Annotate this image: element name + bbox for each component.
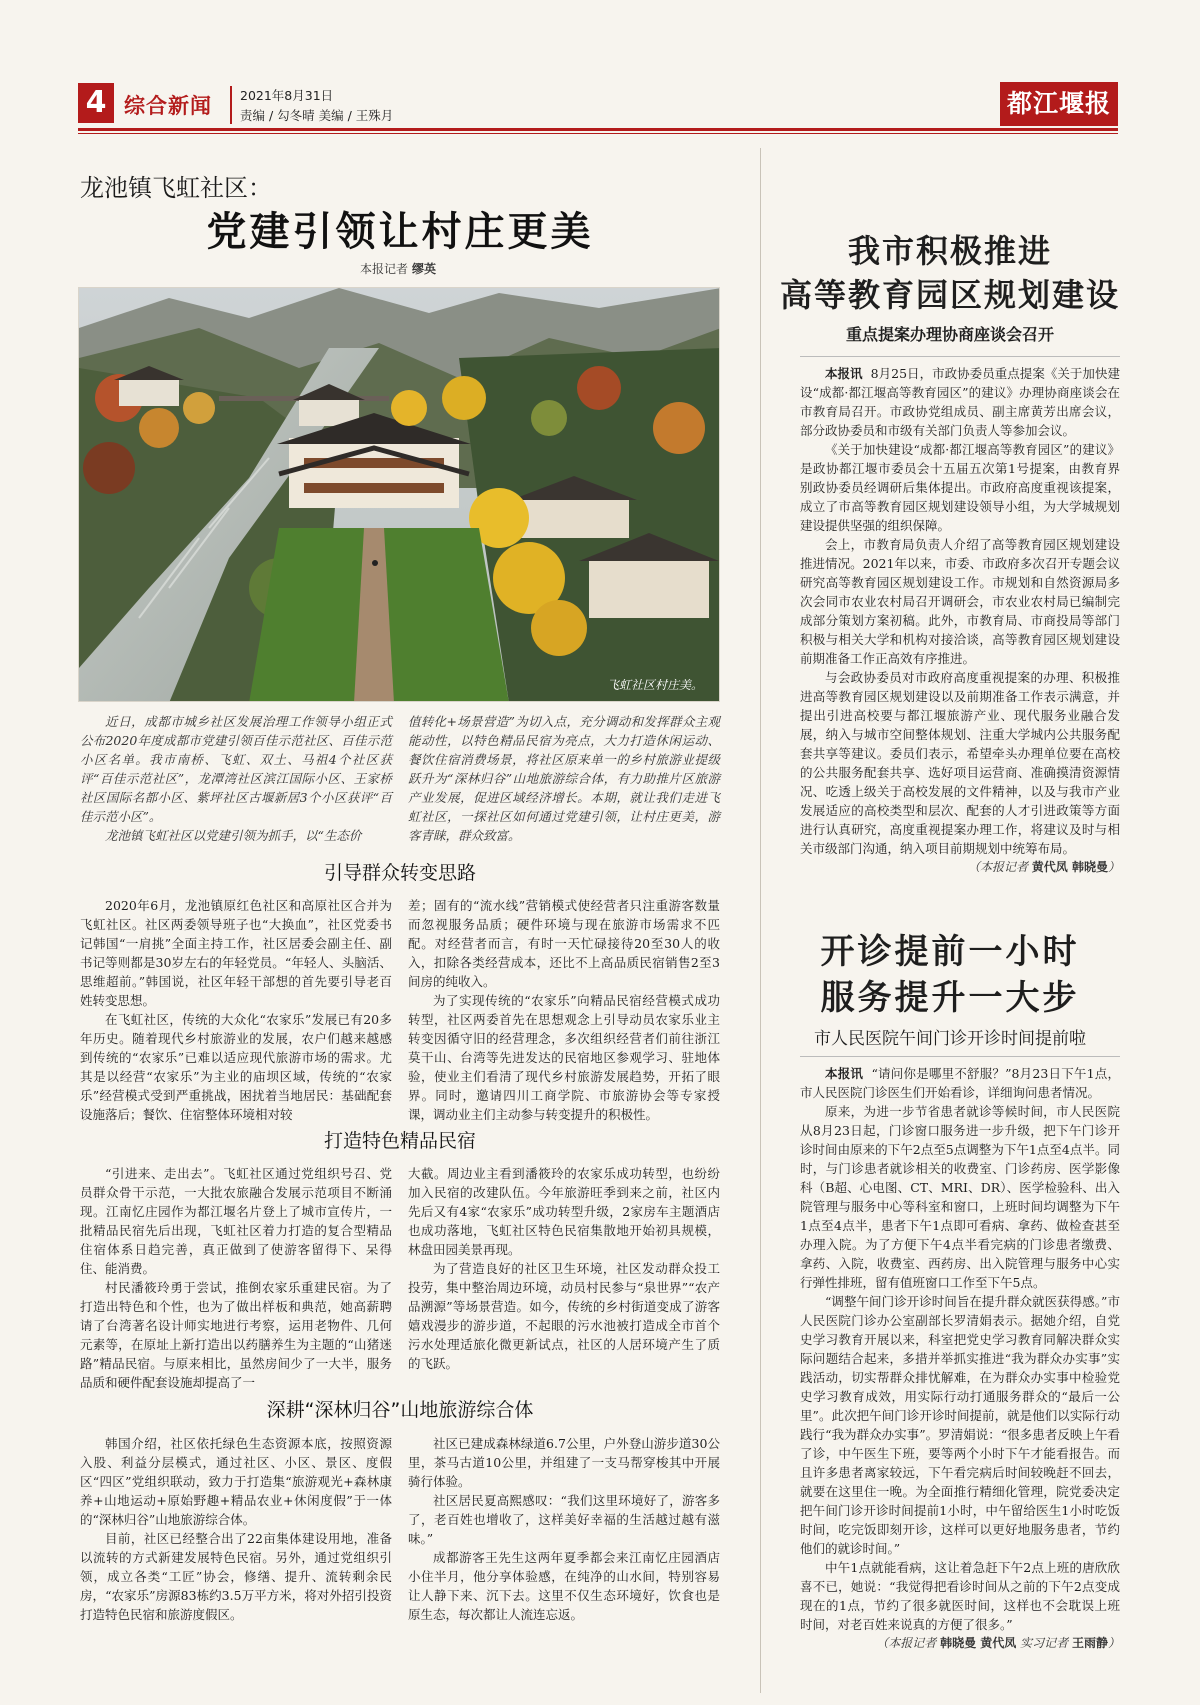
- body-paragraph: 《关于加快建设“成都·都江堰高等教育园区”的建议》是政协都江堰市委员会十五届五次第1号提案，由教育界别政协委员经调研后集体提出。市政府高度重视该提案，成立了市高等教育园区规划建设领导小组，为大学城规划建设提供坚强的组织保障。: [800, 442, 1120, 533]
- body-paragraph: 与会政协委员对市政府高度重视提案的办理、积极推进高等教育园区规划建设以及前期准备工作表示满意，并提出引进高校要与都江堰旅游产业、现代服务业融合发展，纳入与城市空间整体规划、注重大学城内公共服务配套共享等建议。委员们表示，希望牵头办理单位要在高校的公共服务配套共享、选好项目运营商、准确摸清资源情况、吃透上级关于高校发展的文件精神，以及与我市产业发展适应的高校类型和层次、配套的人才引进政策等方面进行认真研究，高度重视提案办理工作，将建议及时与相关市级部门沟通，纳入项目前期规划中统筹布局。: [800, 670, 1120, 856]
- body-paragraph: 8月25日，市政协委员重点提案《关于加快建设“成都·都江堰高等教育园区”的建议》办理协商座谈会在市教育局召开。市政协党组成员、副主席黄芳出席会议，部分政协委员和市级有关部门负责人等参加会议。: [800, 366, 1120, 438]
- sign-prefix: （本报记者: [876, 1636, 937, 1650]
- sign-names: 韩晓曼 黄代凤: [940, 1636, 1017, 1650]
- body-paragraph: 会上，市教育局负责人介绍了高等教育园区规划建设推进情况。2021年以来，市委、市政府多次召开专题会议研究高等教育园区规划建设工作。市规划和自然资源局多次会同市农业农村局召开调研会，市农业农村局已编制完成部分策划方案初稿。此外，市教育局、市商投局等部门积极与相关大学和机构对接洽谈，高等教育园区规划建设前期准备工作正高效有序推进。: [800, 537, 1120, 666]
- right-article2-body: [800, 1064, 1120, 1653]
- body-paragraph: 社区已建成森林绿道6.7公里，户外登山游步道30公里，茶马古道10公里，并组建了一支马帮穿梭其中开展骑行体验。: [408, 1436, 720, 1489]
- section1-column-2: [408, 896, 720, 1124]
- body-paragraph: 中午1点就能看病，这让着急赶下午2点上班的唐欣欣喜不已，她说：“我觉得把看诊时间从之前的下午2点变成现在的1点，节约了很多就医时间，这样也不会耽误上班时间，对老百姓来说真的方便了很多。”: [800, 1560, 1120, 1632]
- body-paragraph: 成都游客王先生这两年夏季都会来江南忆庄园酒店小住半月，他分享体验感，在纯净的山水间，特别容易让人静下来、沉下去。这里不仅生态环境好，饮食也是原生态，每次都让人流连忘返。: [408, 1550, 720, 1622]
- header-divider: [230, 86, 232, 124]
- body-paragraph: 2020年6月，龙池镇原红色社区和高原社区合并为飞虹社区。社区两委领导班子也“大换血”，社区党委书记韩国“一肩挑”全面主持工作，社区居委会副主任、副书记等则都是30岁左右的年轻党员。“年轻人、头脑活、思维超前。”韩国说，社区年轻干部想的首先要引导老百姓转变思想。: [80, 898, 392, 1008]
- article-title: 党建引领让村庄更美: [206, 208, 594, 255]
- sign-suffix: ）: [1107, 860, 1120, 874]
- section2-column-2: [408, 1164, 720, 1373]
- village-photo: [78, 287, 720, 702]
- body-paragraph: 韩国介绍，社区依托绿色生态资源本底，按照资源入股、利益分层模式，通过社区、小区、景区、度假区“四区”党组织联动，致力于打造集“旅游观光+森林康养+山地运动+原始野趣+精品农业+休闲度假”于一体的“深林归谷”山地旅游综合体。: [80, 1436, 392, 1527]
- lead-label: 本报讯: [825, 366, 863, 381]
- newspaper-logo: 都江堰报: [1000, 82, 1118, 126]
- section-heading-3: 深耕“深林归谷”山地旅游综合体: [266, 1399, 534, 1421]
- article-byline: [360, 260, 436, 277]
- column-divider: [760, 148, 761, 1693]
- sign-role: 实习记者: [1020, 1636, 1069, 1650]
- lead-label: 本报讯: [825, 1066, 864, 1081]
- right-article1-title-line2: 高等教育园区规划建设: [779, 276, 1120, 314]
- issue-date: 2021年8月31日: [240, 88, 334, 103]
- article1-signature: [800, 858, 1120, 877]
- section2-column-1: [80, 1164, 392, 1392]
- body-paragraph: “引进来、走出去”。飞虹社区通过党组织号召、党员群众骨干示范，一大批农旅融合发展示范项目不断涌现。江南忆庄园作为都江堰名片登上了城市宣传片，一批精品民宿先后出现，飞虹社区着力打造的复合型精品住宿体系日趋完善，真正做到了使游客留得下、呆得住、能消费。: [80, 1166, 392, 1276]
- body-paragraph: “调整午间门诊开诊时间旨在提升群众就医获得感。”市人民医院门诊办公室副部长罗清娟表示。据她介绍，自党史学习教育开展以来，科室把党史学习教育同解决群众实际问题结合起来，多措并举抓实推进“我为群众办实事”实践活动，切实帮群众排忧解难，在为群众办实事中检验党史学习教育成效，用实际行动打通服务群众的“最后一公里”。此次把午间门诊开诊时间提前，就是他们以实际行动践行“我为群众办实事”。罗清娟说：“很多患者反映上午看了诊，中午医生下班，要等两个小时下午才能看报告。而且许多患者离家较远，下午看完病后时间较晚赶不回去，就要在这里住一晚。为全面推行精细化管理，院党委决定把午间门诊开诊时间提前1小时，中午留给医生1小时吃饭时间，吃完饭即刻开诊，这样可以更好地服务患者，节约他们的就诊时间。”: [800, 1294, 1120, 1556]
- section3-column-1: [80, 1434, 392, 1624]
- body-paragraph: 在飞虹社区，传统的大众化“农家乐”发展已有20多年历史。随着现代乡村旅游业的发展，农户们越来越感到传统的“农家乐”已难以适应现代旅游市场的需求。尤其是以经营“农家乐”为主业的庙坝区域，传统的“农家乐”经营模式受到严重挑战，困扰着当地居民：基础配套设施落后；餐饮、住宿整体环境相对较: [80, 1012, 392, 1122]
- subtitle-rule: [800, 356, 1120, 357]
- right-article2-subtitle: 市人民医院午间门诊开诊时间提前啦: [814, 1029, 1086, 1049]
- section-heading-2: 打造特色精品民宿: [323, 1130, 476, 1152]
- byline-name: 缪英: [412, 262, 437, 276]
- body-paragraph: 村民潘筱玲勇于尝试，推倒农家乐重建民宿。为了打造出特色和个性，也为了做出样板和典范，她高薪聘请了台湾著名设计师实地进行考察，运用老物件、几何元素等，在原址上新打造出以药膳养生为主题的“山猪迷路”精品民宿。与原来相比，虽然房间少了一大半，服务品质和硬件配套设施却提高了一: [80, 1280, 392, 1390]
- byline-prefix: 本报记者: [360, 262, 409, 276]
- section1-column-1: [80, 896, 392, 1124]
- body-paragraph: 原来，为进一步节省患者就诊等候时间，市人民医院从8月23日起，门诊窗口服务进一步升级，把下午门诊开诊时间由原来的下午2点至5点调整为下午1点至4点半。同时，与门诊患者就诊相关的收费室、门诊药房、医学影像科（B超、心电图、CT、MRI、DR）、医学检验科、出入院管理与服务中心等科室和窗口，上班时间均调整为下午1点至4点半，患者下午1点即可看病、拿药、做检查甚至办理入院。为了方便下午4点半看完病的门诊患者缴费、拿药、入院，收费室、西药房、出入院管理与服务中心实行弹性排班，留有值班窗口工作至下午5点。: [800, 1104, 1120, 1290]
- section-heading-1: 引导群众转变思路: [323, 862, 476, 884]
- body-paragraph: 差；固有的“流水线”营销模式使经营者只注重游客数量而忽视服务品质；硬件环境与现在旅游市场需求不匹配。对经营者而言，有时一天忙碌接待20至30人的收入，扣除各类经营成本，还比不上高品质民宿销售2至3间房的纯收入。: [408, 898, 720, 989]
- right-article1-subtitle: 重点提案办理协商座谈会召开: [845, 325, 1054, 344]
- right-article2-title-line1: 开诊提前一小时: [820, 932, 1080, 972]
- section3-column-2: [408, 1434, 720, 1624]
- lead-column-1: [80, 712, 392, 845]
- photo-caption: 飞虹社区村庄美。: [606, 678, 703, 692]
- section-name: 综合新闻: [124, 94, 212, 118]
- body-paragraph: 大截。周边业主看到潘筱玲的农家乐成功转型，也纷纷加入民宿的改建队伍。今年旅游旺季到来之前，社区内先后又有4家“农家乐”成功转型升级，2家房车主题酒店也成功落地，飞虹社区特色民宿集散地开始初具规模，林盘田园美景再现。: [408, 1166, 720, 1257]
- body-paragraph: 为了实现传统的“农家乐”向精品民宿经营模式成功转型，社区两委首先在思想观念上引导动员农家乐业主转变因循守旧的经营理念，多次组织经营者们前往浙江莫干山、台湾等先进发达的民宿地区参观学习、驻地体验，使业主们看清了现代乡村旅游发展趋势，开拓了眼界。同时，邀请四川工商学院、市旅游协会等专家授课，调动业主们主动参与转变提升的积极性。: [408, 993, 720, 1122]
- body-paragraph: 目前，社区已经整合出了22亩集体建设用地，准备以流转的方式新建发展特色民宿。另外，通过党组织引领，成立各类“工匠”协会，修缮、提升、流转剩余民房，“农家乐”房源83栋约3.5万平方米，将对外招引投资打造特色民宿和旅游度假区。: [80, 1531, 392, 1622]
- body-paragraph: 社区居民夏高熙感叹：“我们这里环境好了，游客多了，老百姓也增收了，这样美好幸福的生活越过越有滋味。”: [408, 1493, 720, 1546]
- article2-signature: [800, 1634, 1120, 1653]
- right-article2-title-line2: 服务提升一大步: [820, 978, 1080, 1018]
- subtitle-rule: [800, 1056, 1120, 1057]
- body-paragraph: 为了营造良好的社区卫生环境，社区发动群众投工投劳，集中整治周边环境，动员村民参与“泉世界”“农产品溯源”等场景营造。如今，传统的乡村街道变成了游客嬉戏漫步的游步道，不起眼的污水池被打造成全市首个污水处理适旅化微更新试点，社区的人居环境产生了质的飞跃。: [408, 1261, 720, 1371]
- header-rule-thin: [78, 133, 1118, 134]
- editors-credit: 责编 / 勾冬晴 美编 / 王殊月: [240, 108, 394, 123]
- lead-paragraph: 值转化+场景营造”为切入点，充分调动和发挥群众主观能动性，以特色精品民宿为亮点，大力打造休闲运动、餐饮住宿消费场景，将社区原来单一的乡村旅游业提级跃升为“深林归谷”山地旅游综合体，有力助推片区旅游产业发展，促进区域经济增长。本期，就让我们走进飞虹社区，一探社区如何通过党建引领，让村庄更美，游客青睐，群众致富。: [408, 714, 720, 843]
- sign-prefix: （本报记者: [967, 860, 1028, 874]
- lead-column-2: [408, 712, 720, 845]
- article-kicker: 龙池镇飞虹社区：: [80, 174, 272, 202]
- body-paragraph: “请问你是哪里不舒服？”8月23日下午1点，市人民医院门诊医生们开始看诊，详细询问患者情况。: [800, 1066, 1120, 1100]
- page-number: 4: [78, 83, 114, 123]
- sign-names: 黄代凤 韩晓曼: [1031, 860, 1108, 874]
- sign-name2: 王雨静: [1071, 1636, 1108, 1650]
- lead-paragraph: 龙池镇飞虹社区以党建引领为抓手，以“生态价: [105, 828, 362, 843]
- header-rule: [78, 128, 1118, 131]
- lead-paragraph: 近日，成都市城乡社区发展治理工作领导小组正式公布2020年度成都市党建引领百佳示范社区、百佳示范小区名单。我市南桥、飞虹、双土、马祖4个社区获评“百佳示范社区”，龙潭湾社区滨江国际小区、王家桥社区国际名都小区、紫坪社区古堰新居3个小区获评“百佳示范小区”。: [80, 714, 392, 824]
- sign-suffix: ）: [1107, 1636, 1120, 1650]
- right-article1-title-line1: 我市积极推进: [847, 232, 1052, 270]
- right-article1-body: [800, 364, 1120, 877]
